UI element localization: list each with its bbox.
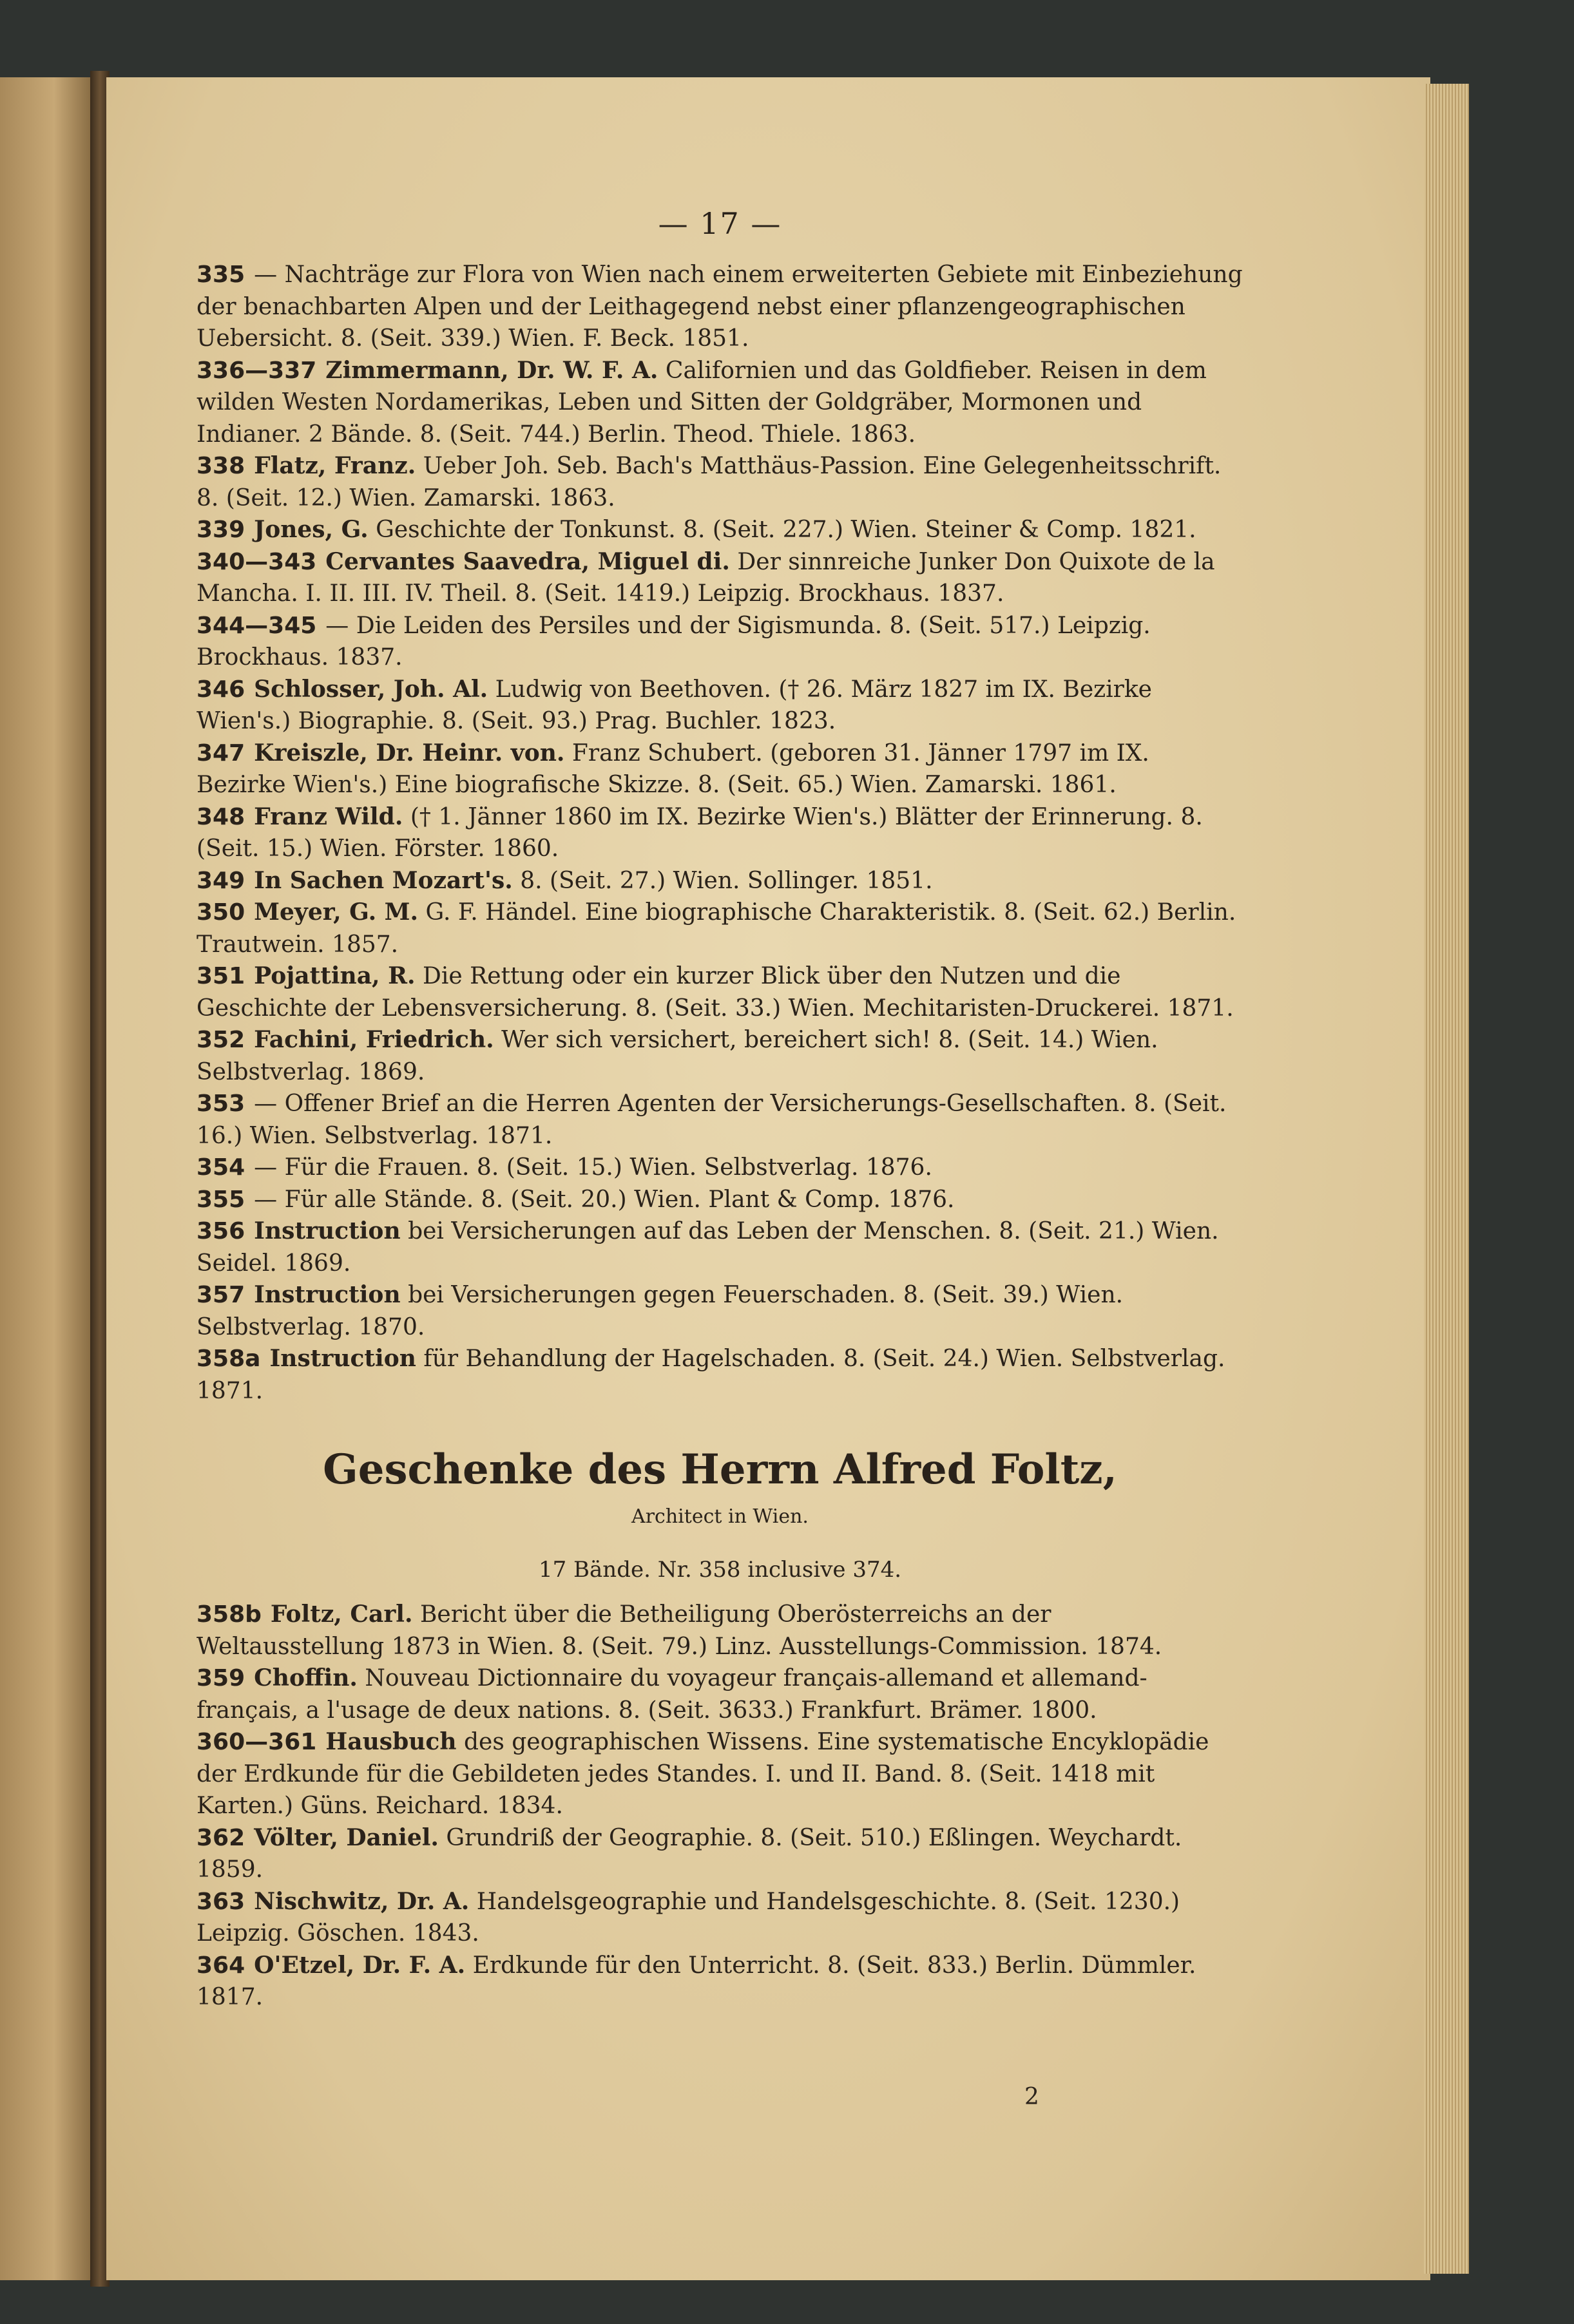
entry-number: 352 xyxy=(197,1027,245,1053)
entry-number: 348 xyxy=(197,803,245,830)
catalog-entry xyxy=(197,1024,1243,1088)
entry-number: 335 xyxy=(197,262,245,288)
entry-text: Die Rettung oder ein kurzer Blick über den Nutzen und die Geschichte der Lebensversicherung. 8. (Seit. 33.) Wien. Mechitaristen-Druckerei. 1871. xyxy=(197,963,1234,1022)
entry-number: 357 xyxy=(197,1282,245,1308)
entry-list-b xyxy=(197,1599,1243,2014)
entry-author: Jones, G. xyxy=(254,516,369,543)
entry-text: — Nachträge zur Flora von Wien nach einem erweiterten Gebiete mit Einbeziehung der benachbarten Alpen und der Leithagegend nebst einer pflanzengeographischen Uebersicht. 8. (Seit. 339.) Wien. F. Beck. 1851. xyxy=(197,262,1243,352)
catalog-entry xyxy=(197,674,1243,738)
entry-author: Instruction xyxy=(254,1281,401,1308)
entry-text: für Behandlung der Hagelschaden. 8. (Seit. 24.) Wien. Selbstverlag. 1871. xyxy=(197,1346,1225,1404)
catalog-entry xyxy=(197,514,1243,546)
entry-number: 354 xyxy=(197,1154,245,1181)
catalog-entry xyxy=(197,450,1243,514)
entry-list-a xyxy=(197,259,1243,1407)
entry-number: 344—345 xyxy=(197,612,317,639)
catalog-entry xyxy=(197,1184,1243,1216)
entry-number: 347 xyxy=(197,739,245,767)
entry-text: Ueber Joh. Seb. Bach's Matthäus-Passion. Eine Gelegenheitsschrift. 8. (Seit. 12.) Wien. Zamarski. 1863. xyxy=(197,453,1222,511)
entry-number: 355 xyxy=(197,1186,245,1213)
catalog-entry xyxy=(197,1886,1243,1950)
catalog-entry xyxy=(197,801,1243,865)
entry-author: Choffin. xyxy=(254,1664,358,1691)
entry-text: Handelsgeographie und Handelsgeschichte. 8. (Seit. 1230.) Leipzig. Göschen. 1843. xyxy=(197,1888,1180,1947)
entry-text: Ludwig von Beethoven. († 26. März 1827 im IX. Bezirke Wien's.) Biographie. 8. (Seit. 93.) Prag. Buchler. 1823. xyxy=(197,676,1152,734)
entry-text: 8. (Seit. 27.) Wien. Sollinger. 1851. xyxy=(520,867,933,894)
entry-author: Nischwitz, Dr. A. xyxy=(254,1887,470,1915)
catalog-entry xyxy=(197,738,1243,801)
entry-text: des geographischen Wissens. Eine systematische Encyklopädie der Erdkunde für die Gebildeten jedes Standes. I. und II. Band. 8. (Seit. 1418 mit Karten.) Güns. Reichard. 1834. xyxy=(197,1729,1209,1819)
catalog-entry xyxy=(197,1662,1243,1726)
catalog-entry xyxy=(197,1343,1243,1407)
entry-text: Erdkunde für den Unterricht. 8. (Seit. 833.) Berlin. Dümmler. 1817. xyxy=(197,1952,1196,2010)
entry-number: 338 xyxy=(197,453,245,479)
entry-author: Cervantes Saavedra, Miguel di. xyxy=(325,548,730,575)
entry-number: 360—361 xyxy=(197,1729,317,1755)
entry-number: 349 xyxy=(197,867,245,894)
catalog-entry xyxy=(197,1152,1243,1184)
entry-text: Californien und das Goldfieber. Reisen in dem wilden Westen Nordamerikas, Leben und Sitten der Goldgräber, Mormonen und Indianer. 2 Bände. 8. (Seit. 744.) Berlin. Theod. Thiele. 1863. xyxy=(197,357,1207,448)
entry-author: Völter, Daniel. xyxy=(254,1824,439,1851)
catalog-entry xyxy=(197,960,1243,1024)
page-number: — 17 — xyxy=(658,206,782,241)
entry-number: 358b xyxy=(197,1601,262,1628)
entry-number: 336—337 xyxy=(197,357,317,384)
entry-number: 346 xyxy=(197,676,245,703)
catalog-entry xyxy=(197,1726,1243,1822)
entry-author: Schlosser, Joh. Al. xyxy=(254,675,488,703)
catalog-entry xyxy=(197,355,1243,451)
entry-number: 362 xyxy=(197,1824,245,1851)
entry-text: bei Versicherungen gegen Feuerschaden. 8. (Seit. 39.) Wien. Selbstverlag. 1870. xyxy=(197,1282,1124,1340)
catalog-entry xyxy=(197,1822,1243,1886)
entry-number: 363 xyxy=(197,1888,245,1915)
entry-author: Instruction xyxy=(269,1345,416,1372)
entry-author: Instruction xyxy=(254,1217,401,1244)
entry-text: Nouveau Dictionnaire du voyageur français-allemand et allemand-français, a l'usage de deux nations. 8. (Seit. 3633.) Frankfurt. Brämer. 1800. xyxy=(197,1665,1147,1724)
entry-text: Wer sich versichert, bereichert sich! 8. (Seit. 14.) Wien. Selbstverlag. 1869. xyxy=(197,1027,1158,1085)
catalog-entry xyxy=(197,1950,1243,2014)
entry-text: G. F. Händel. Eine biographische Charakteristik. 8. (Seit. 62.) Berlin. Trautwein. 1857. xyxy=(197,899,1236,958)
entry-number: 359 xyxy=(197,1665,245,1691)
entry-text: Der sinnreiche Junker Don Quixote de la Mancha. I. II. III. IV. Theil. 8. (Seit. 1419.) Leipzig. Brockhaus. 1837. xyxy=(197,548,1215,607)
entry-author: Foltz, Carl. xyxy=(270,1601,413,1628)
entry-number: 351 xyxy=(197,963,245,989)
catalog-entry xyxy=(197,610,1243,674)
page-content xyxy=(197,206,1243,2014)
entry-author: In Sachen Mozart's. xyxy=(254,866,513,894)
entry-author: O'Etzel, Dr. F. A. xyxy=(254,1951,466,1979)
section-heading: Geschenke des Herrn Alfred Foltz, xyxy=(323,1445,1117,1494)
catalog-entry xyxy=(197,865,1243,897)
entry-text: — Offener Brief an die Herren Agenten der Versicherungs-Gesellschaften. 8. (Seit. 16.) Wien. Selbstverlag. 1871. xyxy=(197,1091,1227,1149)
section-count: 17 Bände. Nr. 358 inclusive 374. xyxy=(538,1557,902,1583)
entry-text: — Die Leiden des Persiles und der Sigismunda. 8. (Seit. 517.) Leipzig. Brockhaus. 1837. xyxy=(197,612,1151,671)
entry-text: († 1. Jänner 1860 im IX. Bezirke Wien's.) Blätter der Erinnerung. 8. (Seit. 15.) Wien. Förster. 1860. xyxy=(197,803,1203,862)
entry-text: bei Versicherungen auf das Leben der Menschen. 8. (Seit. 21.) Wien. Seidel. 1869. xyxy=(197,1218,1219,1277)
entry-text: — Für alle Stände. 8. (Seit. 20.) Wien. Plant & Comp. 1876. xyxy=(254,1186,955,1213)
entry-author: Pojattina, R. xyxy=(254,962,416,989)
catalog-entry xyxy=(197,1599,1243,1662)
catalog-entry xyxy=(197,1215,1243,1279)
catalog-entry xyxy=(197,897,1243,960)
entry-text: Bericht über die Betheiligung Oberösterreichs an der Weltausstellung 1873 in Wien. 8. (Seit. 79.) Linz. Ausstellungs-Commission. 1874. xyxy=(197,1601,1162,1660)
catalog-entry xyxy=(197,1088,1243,1152)
entry-author: Flatz, Franz. xyxy=(254,452,416,479)
entry-number: 356 xyxy=(197,1218,245,1244)
entry-number: 340—343 xyxy=(197,548,317,575)
entry-number: 364 xyxy=(197,1952,245,1979)
entry-author: Zimmermann, Dr. W. F. A. xyxy=(325,356,658,384)
catalog-entry xyxy=(197,546,1243,610)
entry-author: Fachini, Friedrich. xyxy=(254,1026,494,1053)
entry-author: Hausbuch xyxy=(325,1728,457,1755)
section-subheading: Architect in Wien. xyxy=(631,1505,809,1528)
entry-number: 339 xyxy=(197,517,245,543)
entry-text: Franz Schubert. (geboren 31. Jänner 1797 im IX. Bezirke Wien's.) Eine biografische Skizze. 8. (Seit. 65.) Wien. Zamarski. 1861. xyxy=(197,739,1149,798)
catalog-entry xyxy=(197,259,1243,355)
entry-number: 353 xyxy=(197,1091,245,1117)
catalog-entry xyxy=(197,1279,1243,1343)
page-edges xyxy=(1424,84,1469,2274)
entry-number: 358a xyxy=(197,1346,261,1372)
entry-author: Kreiszle, Dr. Heinr. von. xyxy=(254,739,565,767)
entry-number: 350 xyxy=(197,899,245,926)
left-page-edge xyxy=(0,77,90,2280)
entry-author: Franz Wild. xyxy=(254,803,403,830)
entry-text: Grundriß der Geographie. 8. (Seit. 510.) Eßlingen. Weychardt. 1859. xyxy=(197,1824,1182,1883)
entry-text: Geschichte der Tonkunst. 8. (Seit. 227.) Wien. Steiner & Comp. 1821. xyxy=(376,517,1196,543)
entry-text: — Für die Frauen. 8. (Seit. 15.) Wien. Selbstverlag. 1876. xyxy=(254,1154,932,1181)
entry-author: Meyer, G. M. xyxy=(254,899,419,926)
signature-mark: 2 xyxy=(1024,2084,1039,2110)
